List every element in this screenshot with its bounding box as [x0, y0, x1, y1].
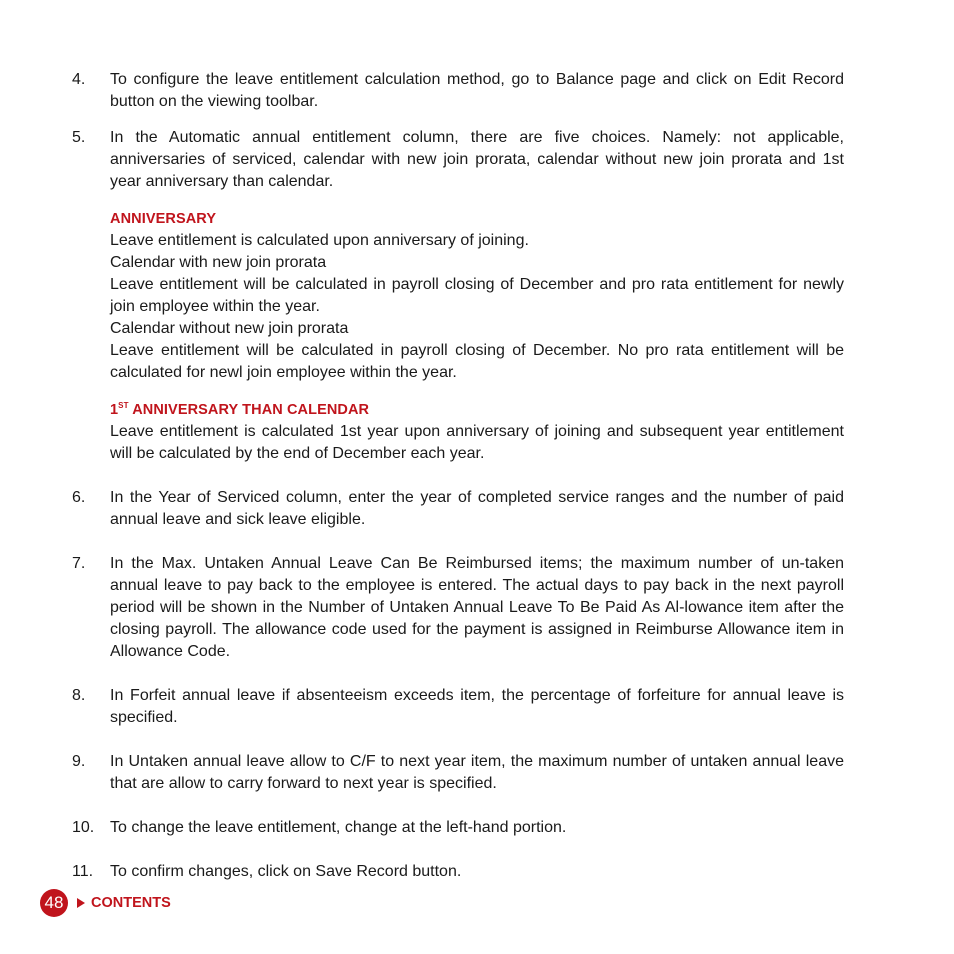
heading-number: 1	[110, 402, 119, 418]
list-item	[72, 487, 844, 531]
heading-superscript: ST	[118, 401, 129, 411]
anniversary-line: Calendar with new join prorata	[110, 254, 327, 271]
play-arrow-icon	[77, 898, 85, 908]
heading-text: ANNIVERSARY THAN CALENDAR	[128, 402, 370, 418]
first-anniversary-text: Leave entitlement is calculated 1st year upon anniversary of joining and subsequent year entitlement will be calculated by the end of December each year.	[110, 423, 844, 462]
item-text: To confirm changes, click on Save Record button.	[110, 863, 462, 880]
item-text: To change the leave entitlement, change at the left-hand portion.	[110, 819, 567, 836]
contents-link[interactable]: CONTENTS	[91, 895, 171, 911]
item-text: In the Max. Untaken Annual Leave Can Be Reimbursed items; the maximum number of un-taken annual leave to pay back to the employee is entered. The actual days to pay back in the next payroll period will be shown in the Number of Untaken Annual Leave To Be Paid As Al-lowance item after the closing payroll. The allowance code used for the payment is assigned in Reimburse Allowance item in Allowance Code.	[110, 555, 844, 660]
anniversary-heading: ANNIVERSARY	[110, 211, 217, 227]
page-number-badge: 48	[40, 889, 68, 917]
item-number: 7.	[72, 555, 86, 572]
anniversary-line: Calendar without new join prorata	[110, 320, 349, 337]
item-number: 11.	[72, 863, 94, 880]
anniversary-section	[72, 208, 844, 384]
list-item	[72, 817, 844, 839]
list-item	[72, 861, 844, 883]
item-text: In Untaken annual leave allow to C/F to next year item, the maximum number of untaken annual leave that are allow to carry forward to next year is specified.	[110, 753, 844, 792]
item-number: 6.	[72, 489, 86, 506]
anniversary-line: Leave entitlement will be calculated in payroll closing of December. No pro rata entitlement will be calculated for newl join employee within the year.	[110, 342, 844, 381]
item-text: In Forfeit annual leave if absenteeism exceeds item, the percentage of forfeiture for annual leave is specified.	[110, 687, 844, 726]
page-footer	[40, 889, 171, 917]
item-number: 10.	[72, 819, 95, 836]
item-number: 8.	[72, 687, 86, 704]
list-item	[72, 127, 844, 193]
list-item	[72, 553, 844, 663]
item-number: 5.	[72, 129, 86, 146]
first-anniversary-section	[72, 399, 844, 465]
list-item	[72, 751, 844, 795]
list-item	[72, 685, 844, 729]
item-number: 4.	[72, 71, 86, 88]
anniversary-line: Leave entitlement will be calculated in payroll closing of December and pro rata entitlement for newly join employee within the year.	[110, 276, 844, 315]
item-text: In the Automatic annual entitlement column, there are five choices. Namely: not applicable, anniversaries of serviced, calendar with new join prorata, calendar without new join prorata and 1st year anniversary than calendar.	[110, 129, 844, 190]
first-anniversary-heading	[110, 399, 844, 421]
item-number: 9.	[72, 753, 86, 770]
anniversary-line: Leave entitlement is calculated upon anniversary of joining.	[110, 232, 529, 249]
item-text: In the Year of Serviced column, enter the year of completed service ranges and the number of paid annual leave and sick leave eligible.	[110, 489, 844, 528]
list-item	[72, 69, 844, 113]
item-text: To configure the leave entitlement calculation method, go to Balance page and click on Edit Record button on the viewing toolbar.	[110, 71, 844, 110]
